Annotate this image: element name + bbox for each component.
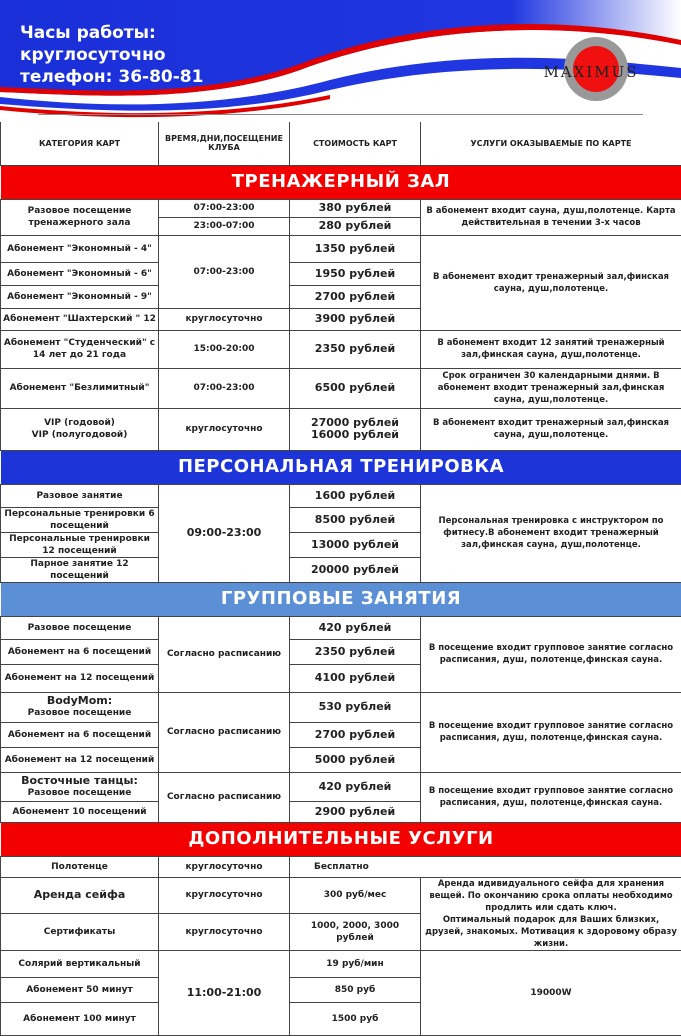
- category: Абонемент "Студенческий" с 14 лет до 21 года: [1, 330, 159, 368]
- table-row: [1, 856, 681, 877]
- price: 6500 рублей: [290, 368, 421, 408]
- hours-label: Часы работы:: [20, 22, 203, 44]
- time: круглосуточно: [159, 914, 290, 951]
- table-header: [1, 122, 681, 165]
- time: круглосуточно: [159, 856, 290, 877]
- table-row: [1, 772, 681, 801]
- price: 420 рублей: [290, 616, 421, 639]
- category: Разовое посещение: [1, 616, 159, 639]
- category: [1, 772, 159, 801]
- time: 11:00-21:00: [159, 950, 290, 1035]
- price: 1000, 2000, 3000 рублей: [290, 914, 421, 951]
- table-row: [1, 199, 681, 217]
- price: 5000 рублей: [290, 747, 421, 772]
- category: Полотенце: [1, 856, 159, 877]
- category: Абонемент 50 минут: [1, 977, 159, 1002]
- category: Персональные тренировки 6 посещений: [1, 507, 159, 532]
- svg-text:MAXIMUS: MAXIMUS: [543, 63, 638, 81]
- services: Аренда идивидуального сейфа для хранения вещей. По окончанию срока оплаты необходимо продлить или сдать ключ.: [421, 877, 681, 914]
- category: Абонемент "Экономный - 6": [1, 262, 159, 285]
- price: [290, 408, 421, 450]
- services: Срок ограничен 30 календарными днями. В абонемент входит тренажерный зал,финская сауна, душ,полотенце.: [421, 368, 681, 408]
- col-time: ВРЕМЯ,ДНИ,ПОСЕЩЕНИЕ КЛУБА: [159, 122, 290, 165]
- price-annual: 27000 рублей: [292, 417, 418, 429]
- price: 2700 рублей: [290, 722, 421, 747]
- section-title: ТРЕНАЖЕРНЫЙ ЗАЛ: [1, 165, 681, 199]
- section-title: ДОПОЛНИТЕЛЬНЫЕ УСЛУГИ: [1, 822, 681, 856]
- col-price: СТОИМОСТЬ КАРТ: [290, 122, 421, 165]
- time: круглосуточно: [159, 877, 290, 914]
- section-title: ПЕРСОНАЛЬНАЯ ТРЕНИРОВКА: [1, 450, 681, 484]
- col-category: КАТЕГОРИЯ КАРТ: [1, 122, 159, 165]
- services: В абонемент входит 12 занятий тренажерный зал,финская сауна, душ,полотенце.: [421, 330, 681, 368]
- phone: телефон: 36-80-81: [20, 66, 203, 88]
- category: Абонемент на 12 посещений: [1, 747, 159, 772]
- services: Оптимальный подарок для Ваших близких, друзей, знакомых. Мотивация к здоровому образу жизни.: [421, 914, 681, 951]
- table-row: [1, 877, 681, 914]
- category-name: Разовое посещение: [3, 707, 156, 719]
- price: 280 рублей: [290, 217, 421, 235]
- time: 15:00-20:00: [159, 330, 290, 368]
- price: 1350 рублей: [290, 235, 421, 262]
- category: Солярий вертикальный: [1, 950, 159, 977]
- vip-annual: VIP (годовой): [3, 417, 156, 429]
- hours-value: круглосуточно: [20, 44, 203, 66]
- time: 23:00-07:00: [159, 217, 290, 235]
- price: Бесплатно: [290, 856, 421, 877]
- services: В абонемент входит тренажерный зал,финская сауна, душ,полотенце.: [421, 408, 681, 450]
- services: Персональная тренировка с инструктором по фитнесу.В абонемент входит тренажерный зал,финская сауна, душ,полотенце.: [421, 484, 681, 582]
- time: 07:00-23:00: [159, 368, 290, 408]
- oriental-heading: Восточные танцы:: [3, 775, 156, 787]
- time: круглосуточно: [159, 408, 290, 450]
- time: Согласно расписанию: [159, 772, 290, 822]
- price: 8500 рублей: [290, 507, 421, 532]
- category: Абонемент "Экономный - 4": [1, 235, 159, 262]
- table-row: [1, 616, 681, 639]
- category: Сертификаты: [1, 914, 159, 951]
- vip-half: VIP (полугодовой): [3, 429, 156, 441]
- price: 420 рублей: [290, 772, 421, 801]
- category: Абонемент "Шахтерский " 12: [1, 308, 159, 330]
- header-banner: [0, 0, 681, 122]
- section-title: ГРУППОВЫЕ ЗАНЯТИЯ: [1, 582, 681, 616]
- table-row: [1, 368, 681, 408]
- services: В абонемент входит тренажерный зал,финская сауна, душ,полотенце.: [421, 235, 681, 330]
- time: 07:00-23:00: [159, 199, 290, 217]
- price: 20000 рублей: [290, 557, 421, 582]
- services: В абонемент входит сауна, душ,полотенце. Карта действительная в течении 3-х часов: [421, 199, 681, 235]
- category: Абонемент 10 посещений: [1, 801, 159, 822]
- services: В посещение входит групповое занятие согласно расписания, душ, полотенце,финская сауна.: [421, 616, 681, 692]
- price-table: [0, 122, 681, 1036]
- price: 4100 рублей: [290, 664, 421, 692]
- category: Разовое занятие: [1, 484, 159, 507]
- category: Абонемент "Безлимитный": [1, 368, 159, 408]
- price: 300 руб/мес: [290, 877, 421, 914]
- category: Персональные тренировки 12 посещений: [1, 532, 159, 557]
- header-info: [20, 22, 203, 88]
- price: 380 рублей: [290, 199, 421, 217]
- category-name: Разовое посещение: [3, 787, 156, 799]
- section-group: [1, 582, 681, 616]
- price: 850 руб: [290, 977, 421, 1002]
- price: 1950 рублей: [290, 262, 421, 285]
- time: 07:00-23:00: [159, 235, 290, 308]
- price: 2700 рублей: [290, 285, 421, 308]
- table-row: [1, 408, 681, 450]
- category: Абонемент на 12 посещений: [1, 664, 159, 692]
- category: Парное занятие 12 посещений: [1, 557, 159, 582]
- services: В посещение входит групповое занятие согласно расписания, душ, полотенце,финская сауна.: [421, 772, 681, 822]
- price: 2900 рублей: [290, 801, 421, 822]
- category: Абонемент 100 минут: [1, 1002, 159, 1035]
- col-services: УСЛУГИ ОКАЗЫВАЕМЫЕ ПО КАРТЕ: [421, 122, 681, 165]
- time: 09:00-23:00: [159, 484, 290, 582]
- price: 2350 рублей: [290, 639, 421, 664]
- time: круглосуточно: [159, 308, 290, 330]
- price: 1600 рублей: [290, 484, 421, 507]
- category: Абонемент на 6 посещений: [1, 639, 159, 664]
- divider: [38, 114, 643, 115]
- category: [1, 692, 159, 722]
- price: 1500 руб: [290, 1002, 421, 1035]
- category: Абонемент на 6 посещений: [1, 722, 159, 747]
- category: Разовое посещение тренажерного зала: [1, 199, 159, 235]
- maximus-logo: [536, 34, 646, 104]
- table-row: [1, 692, 681, 722]
- section-personal: [1, 450, 681, 484]
- time: Согласно расписанию: [159, 692, 290, 772]
- section-extra: [1, 822, 681, 856]
- table-row: [1, 484, 681, 507]
- category: Абонемент "Экономный - 9": [1, 285, 159, 308]
- price: 13000 рублей: [290, 532, 421, 557]
- section-gym: [1, 165, 681, 199]
- price: 3900 рублей: [290, 308, 421, 330]
- table-row: [1, 914, 681, 951]
- price: 19 руб/мин: [290, 950, 421, 977]
- price: 2350 рублей: [290, 330, 421, 368]
- services: В посещение входит групповое занятие согласно расписания, душ, полотенце,финская сауна.: [421, 692, 681, 772]
- category: [1, 408, 159, 450]
- table-row: [1, 950, 681, 977]
- services: 19000W: [421, 950, 681, 1035]
- time: Согласно расписанию: [159, 616, 290, 692]
- bodymom-heading: BodyMom:: [3, 695, 156, 707]
- price-half: 16000 рублей: [292, 429, 418, 441]
- table-row: [1, 330, 681, 368]
- table-row: [1, 235, 681, 262]
- price: 530 рублей: [290, 692, 421, 722]
- category: Аренда сейфа: [1, 877, 159, 914]
- empty: [421, 856, 681, 877]
